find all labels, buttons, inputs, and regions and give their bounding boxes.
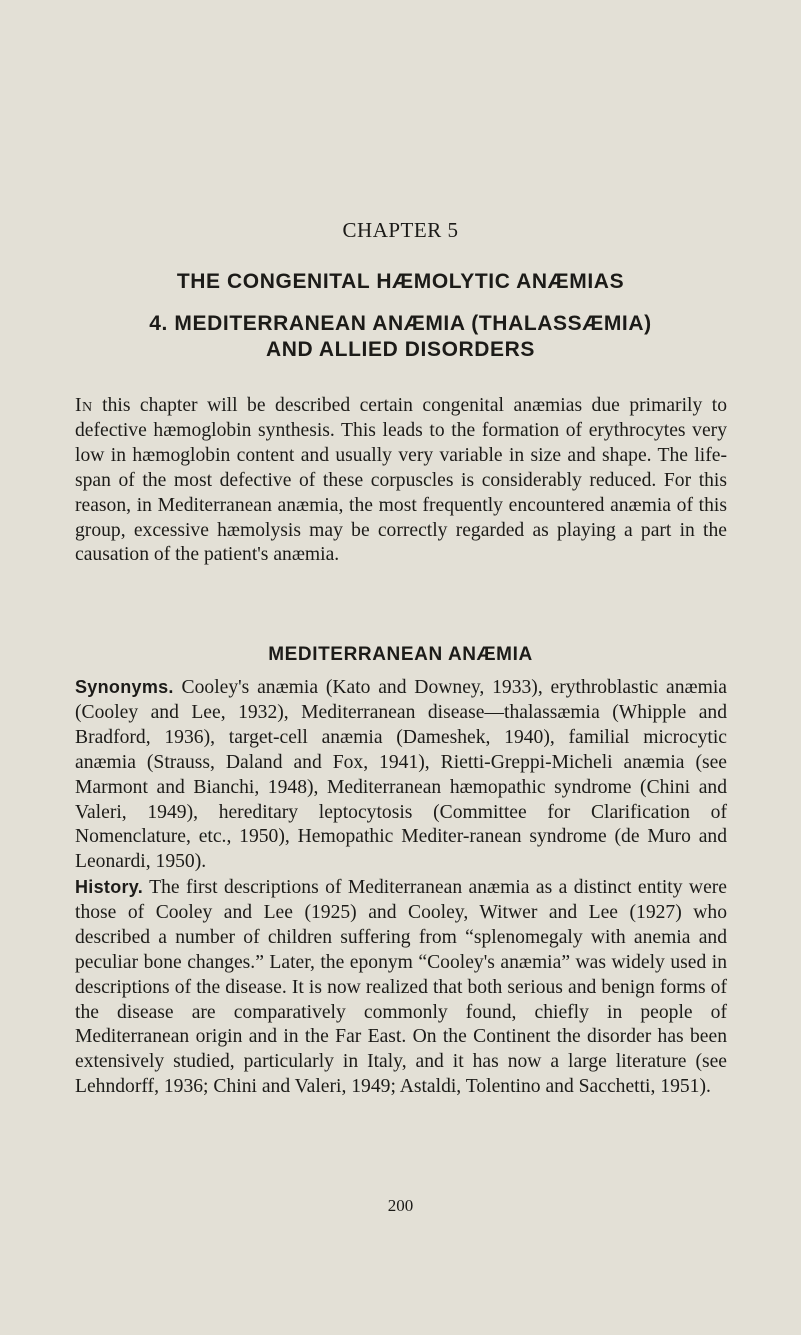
synonyms-lead: Synonyms. xyxy=(75,677,174,697)
section-heading-line-2: AND ALLIED DISORDERS xyxy=(265,338,536,361)
intro-paragraph xyxy=(75,394,727,568)
page-number: 200 xyxy=(387,1196,414,1215)
intro-text: this chapter will be described certain congenital anæmias due primarily to defective hæmoglobin synthesis. This leads to the formation of erythrocytes very low in hæmoglobin content and usually very variable in size and shape. The life-span of the most defective of these corpuscles is considerably reduced. For this reason, in Mediterranean anæmia, the most frequently encountered anæmia of this group, excessive hæmolysis may be correctly regarded as playing a part in the causation of the patient's anæmia. xyxy=(75,395,727,566)
history-paragraph xyxy=(75,875,727,1100)
history-text: The first descriptions of Mediterranean anæmia as a distinct entity were those of Cooley and Lee (1925) and Cooley, Witwer and Lee (1927) who described a number of children suffering from “splenomegaly with anemia and peculiar bone changes.” Later, the eponym “Cooley's anæmia” was widely used in descriptions of the disease. It is now realized that both serious and benign forms of the disease are comparatively commonly found, chiefly in people of Mediterranean origin and in the Far East. On the Continent the disorder has been extensively studied, particularly in Italy, and it has now a large literature (see Lehndorff, 1936; Chini and Valeri, 1949; Astaldi, Tolentino and Sacchetti, 1951). xyxy=(75,877,727,1098)
section-heading-line-1: 4. MEDITERRANEAN ANÆMIA (THALASSÆMIA) xyxy=(149,312,652,335)
chapter-title: THE CONGENITAL HÆMOLYTIC ANÆMIAS xyxy=(176,270,625,293)
chapter-label: CHAPTER 5 xyxy=(342,218,459,242)
synonyms-paragraph xyxy=(75,675,727,875)
intro-first-word: In xyxy=(75,395,93,416)
history-lead: History. xyxy=(75,877,144,897)
section-title: MEDITERRANEAN ANÆMIA xyxy=(268,644,533,665)
synonyms-text: Cooley's anæmia (Kato and Downey, 1933), erythroblastic anæmia (Cooley and Lee, 1932), Mediterranean disease—thalassæmia (Whipple and Bradford, 1936), target-cell anæmia (Dameshek, 1940), familial microcytic anæmia (Strauss, Daland and Fox, 1941), Rietti-Greppi-Micheli anæmia (see Marmont and Bianchi, 1948), Mediterranean hæmopathic syndrome (Chini and Valeri, 1949), hereditary leptocytosis (Committee for Clarification of Nomenclature, etc., 1950), Hemopathic Mediter-ranean syndrome (de Muro and Leonardi, 1950). xyxy=(75,677,727,873)
